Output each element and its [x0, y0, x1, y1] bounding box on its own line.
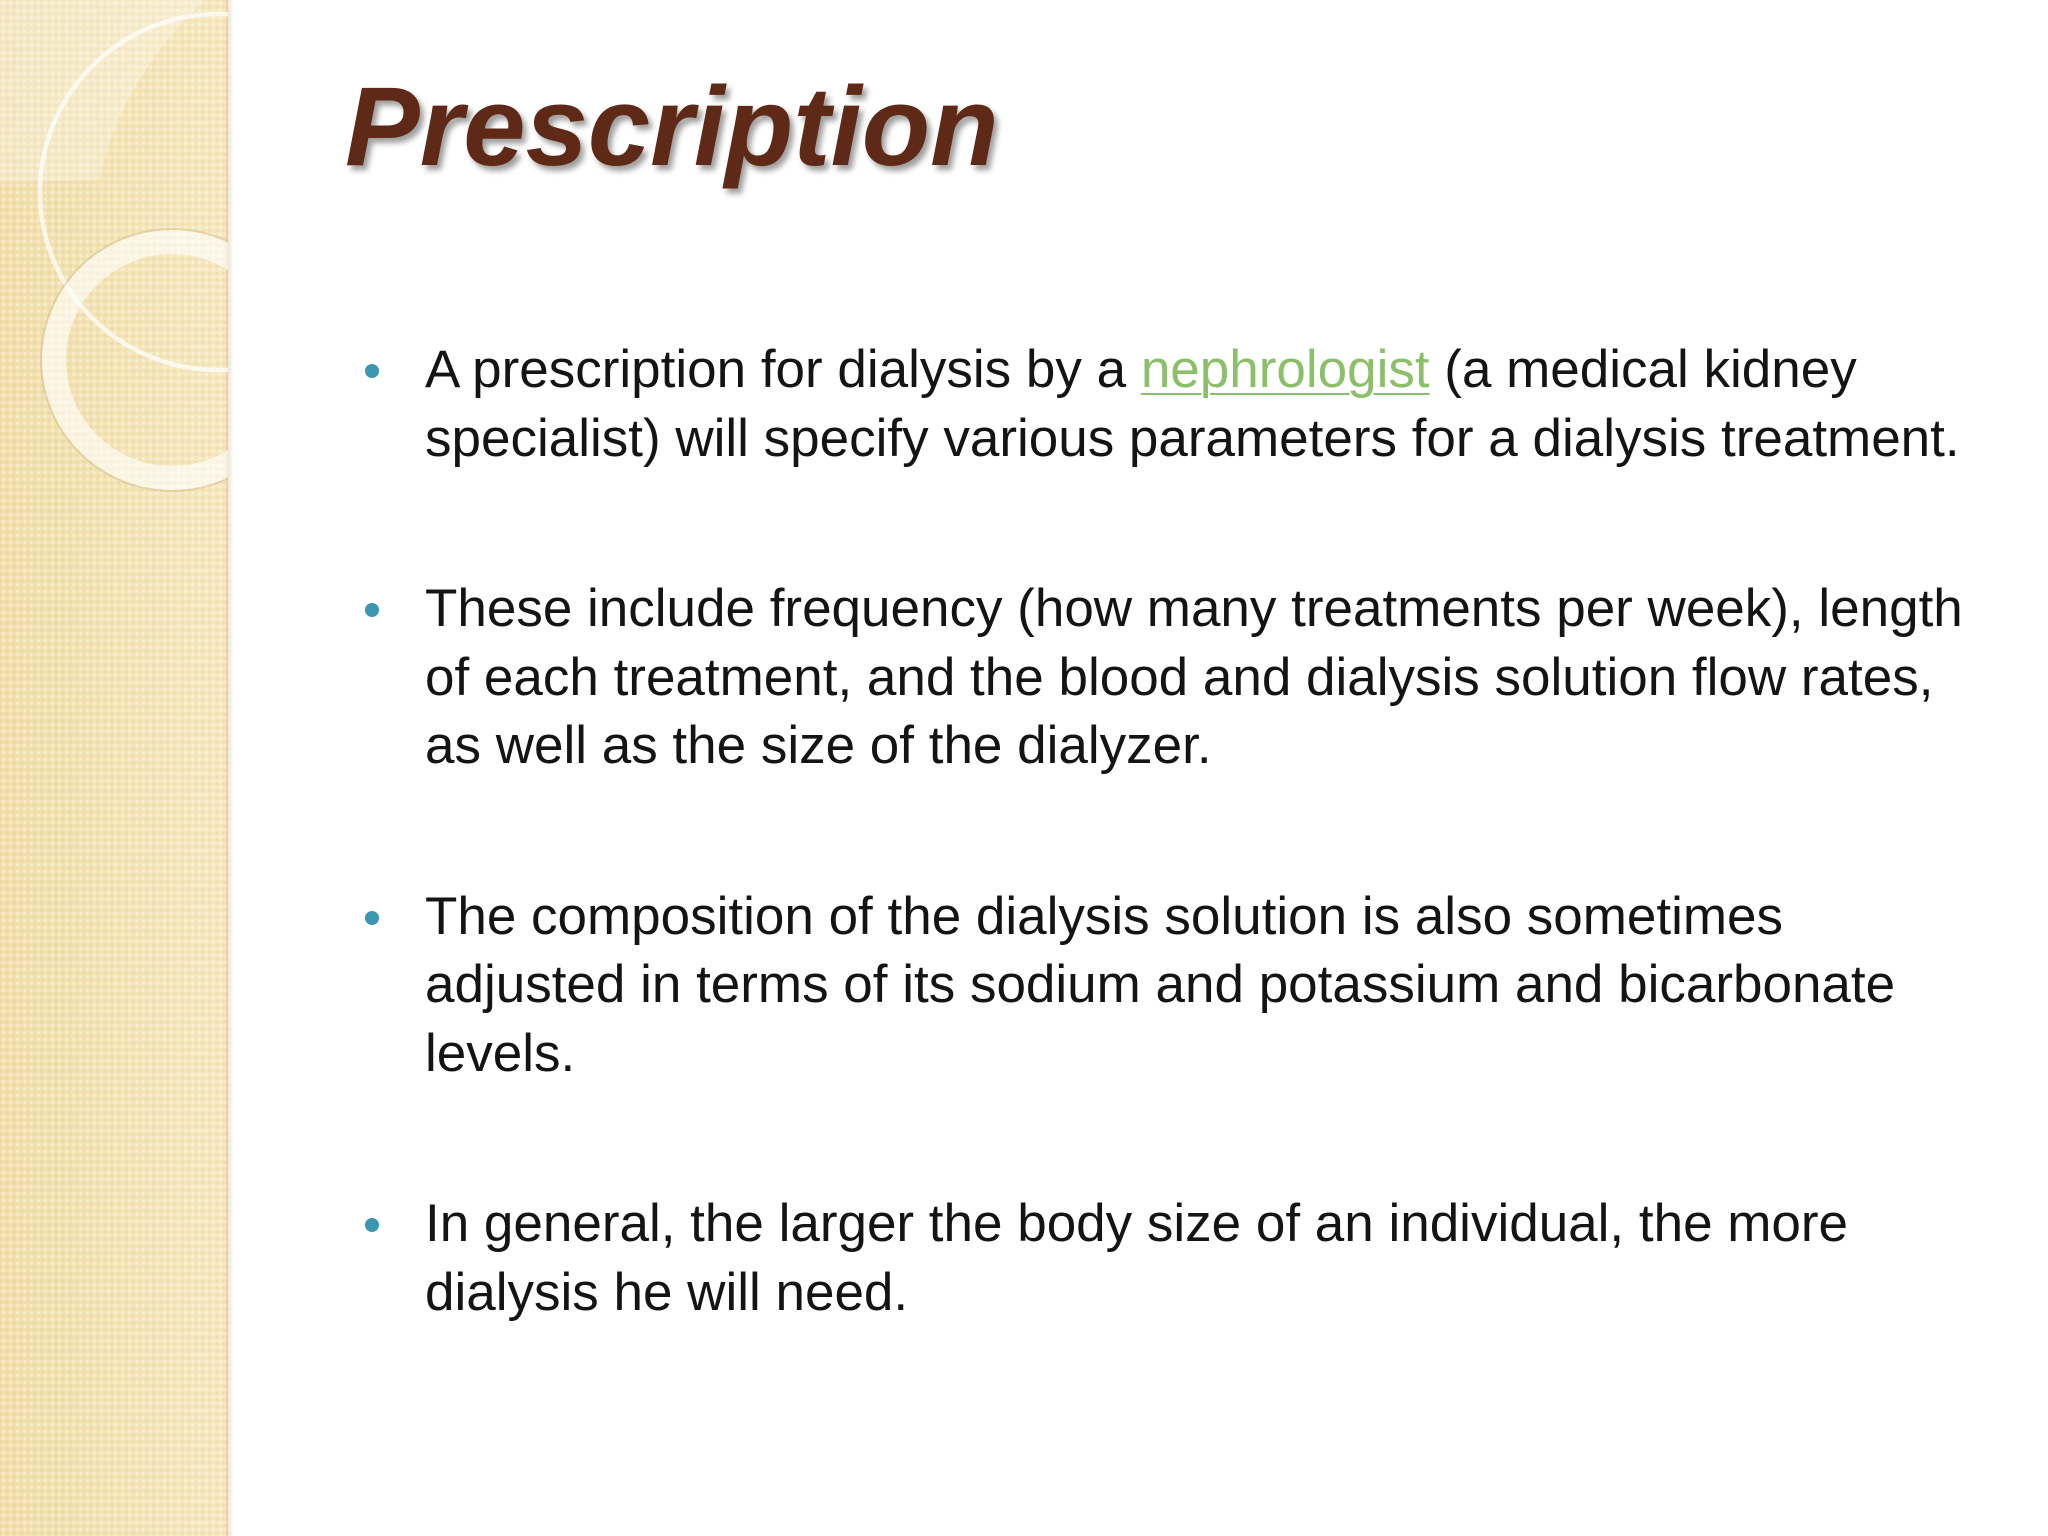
bullet-item — [365, 575, 1985, 781]
bullet-text-end: (a medical kidney specialist) will specify various parameters for a dialysis treatment. — [425, 340, 1960, 468]
medium-ring — [54, 242, 240, 478]
bullet-marker — [365, 911, 379, 925]
bullet-text: In general, the larger the body size of an individual, the more dialysis he will need. — [425, 1194, 1849, 1322]
decorative-rings — [0, 0, 240, 520]
bullet-list — [365, 336, 1985, 1327]
bullet-text: The composition of the dialysis solution is also sometimes adjusted in terms of its sodium and potassium and bicarbonate levels. — [425, 886, 1896, 1083]
highlight-panel — [0, 0, 205, 182]
bullet-marker — [365, 1218, 379, 1232]
slide-title: Prescription — [345, 64, 999, 189]
medium-ring-outline — [41, 229, 240, 491]
bullet-item — [365, 336, 1985, 473]
bullet-marker — [365, 603, 379, 617]
nephrologist-link[interactable]: nephrologist — [1140, 340, 1430, 399]
bullet-marker — [365, 364, 379, 378]
bullet-item — [365, 1190, 1985, 1327]
bullet-text: These include frequency (how many treatments per week), length of each treatment, and the blood and dialysis solution flow rates, as well as the size of the dialyzer. — [425, 579, 1963, 775]
bullet-item — [365, 883, 1985, 1089]
bullet-text-start: A prescription for dialysis by a — [425, 340, 1141, 399]
